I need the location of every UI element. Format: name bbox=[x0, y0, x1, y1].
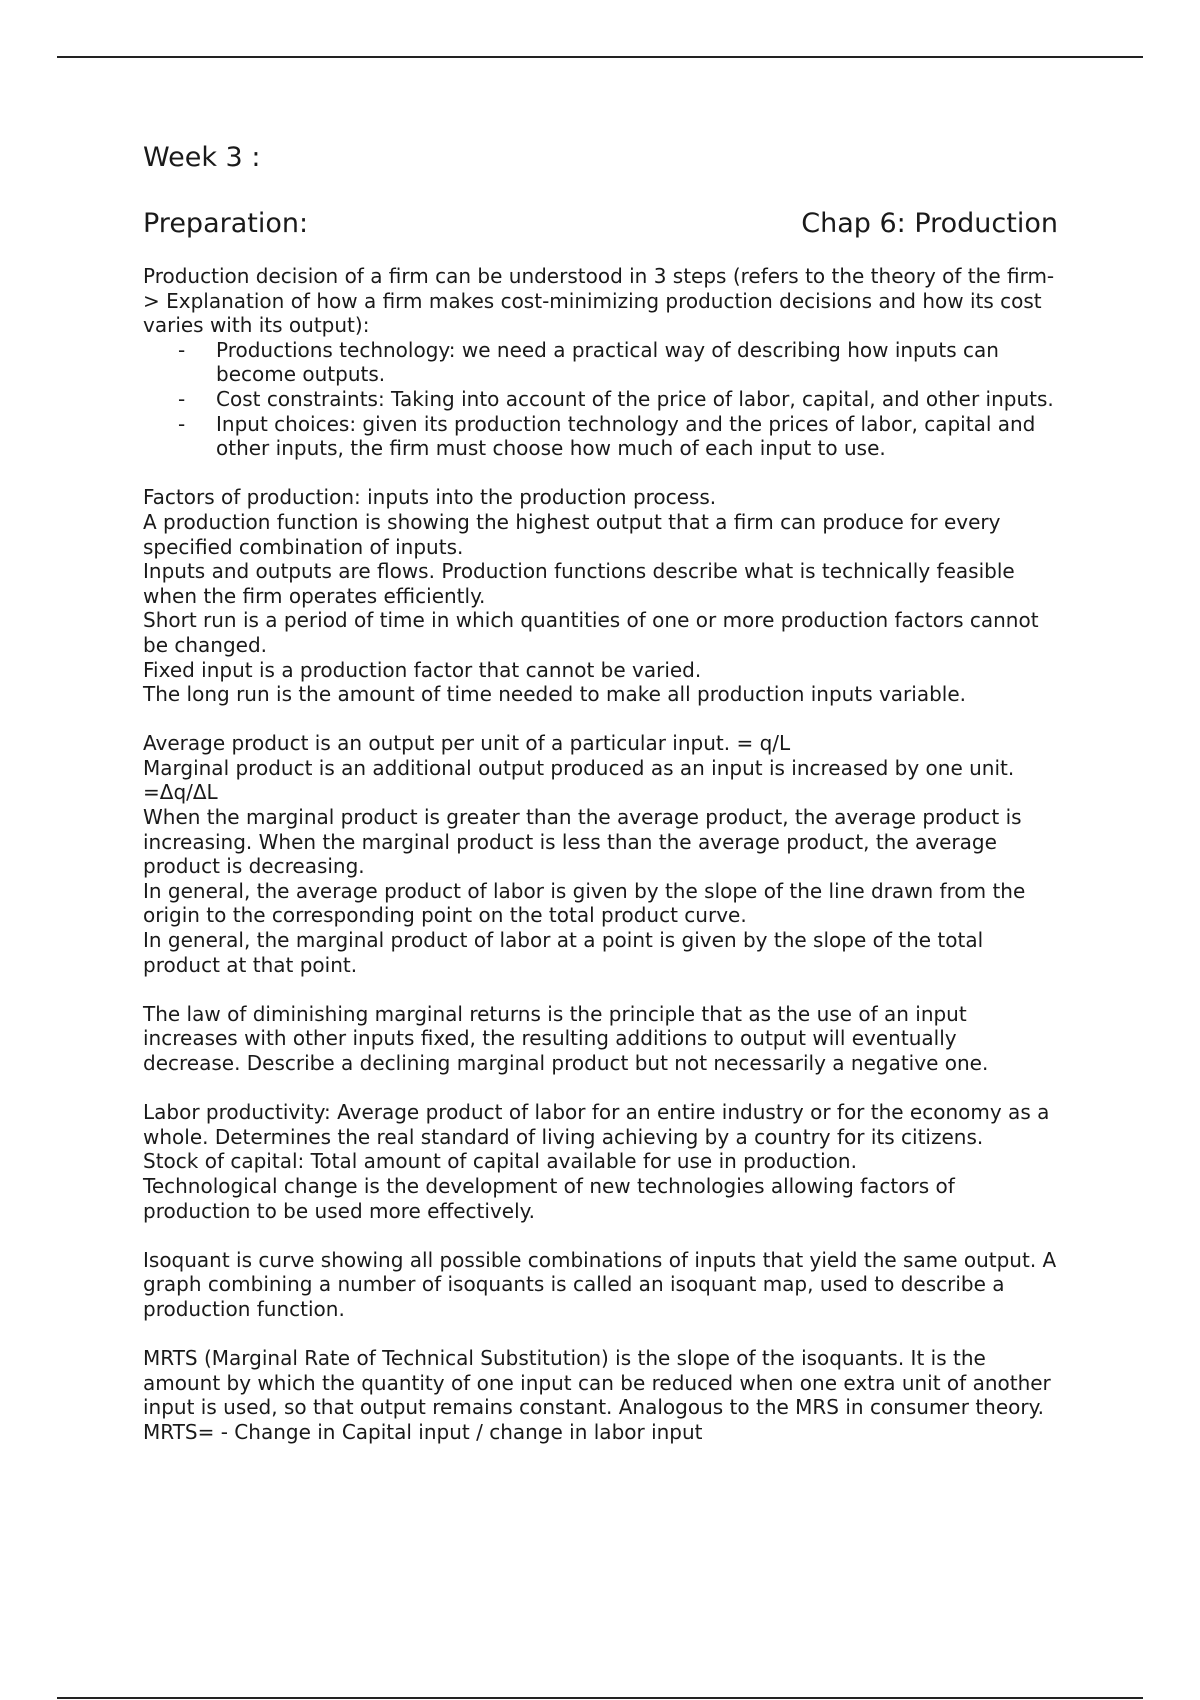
intro-paragraph: Production decision of a firm can be understood in 3 steps (refers to the theory of the firm-> Explanation of how a firm makes cost-minimizing production decisions and how its cost varies with its output): bbox=[143, 264, 1055, 338]
page-bottom-rule bbox=[57, 1697, 1143, 1699]
paragraph: Stock of capital: Total amount of capital available for use in production. bbox=[143, 1149, 857, 1174]
document-body bbox=[143, 140, 1058, 1445]
paragraph: In general, the marginal product of labor at a point is given by the slope of the total product at that point. bbox=[143, 928, 984, 977]
preparation-label: Preparation: bbox=[143, 208, 309, 239]
paragraph: Average product is an output per unit of a particular input. = q/L bbox=[143, 731, 791, 756]
paragraph: MRTS (Marginal Rate of Technical Substitution) is the slope of the isoquants. It is the amount by which the quantity of one input can be reduced when one extra unit of another input is used, so that output remains constant. Analogous to the MRS in consumer theory. bbox=[143, 1346, 1051, 1420]
list-item: - Input choices: given its production technology and the prices of labor, capital and other inputs, the firm must choose how much of each input to use. bbox=[178, 411, 1036, 461]
paragraph: In general, the average product of labor is given by the slope of the line drawn from the origin to the corresponding point on the total product curve. bbox=[143, 878, 1026, 928]
paragraph: Fixed input is a production factor that cannot be varied. bbox=[143, 657, 702, 682]
bullet-dash: - bbox=[178, 337, 186, 362]
production-steps-list bbox=[143, 338, 1058, 461]
notes-text bbox=[143, 264, 1058, 1445]
paragraph: Factors of production: inputs into the production process. bbox=[143, 485, 717, 510]
heading-row bbox=[143, 206, 1058, 242]
page-top-rule bbox=[57, 56, 1143, 58]
bullet-dash: - bbox=[178, 386, 186, 411]
bullet-dash: - bbox=[178, 411, 186, 436]
paragraph: Short run is a period of time in which quantities of one or more production factors cannot be changed. bbox=[143, 608, 1039, 657]
list-item: - Productions technology: we need a practical way of describing how inputs can become outputs. bbox=[178, 337, 999, 387]
paragraph: A production function is showing the highest output that a firm can produce for every specified combination of inputs. bbox=[143, 509, 1001, 559]
paragraph: Technological change is the development of new technologies allowing factors of production to be used more effectively. bbox=[143, 1173, 955, 1223]
paragraph: Inputs and outputs are flows. Production functions describe what is technically feasible when the firm operates efficiently. bbox=[143, 559, 1015, 608]
chapter-title: Chap 6: Production bbox=[801, 208, 1058, 239]
paragraph: The law of diminishing marginal returns is the principle that as the use of an input increases with other inputs fixed, the resulting additions to output will eventually decrease. Describe a declining marginal product but not necessarily a negative one. bbox=[143, 1001, 989, 1075]
paragraph: Marginal product is an additional output produced as an input is increased by one unit. =Δq/ΔL bbox=[143, 755, 1015, 805]
week-title: Week 3 : bbox=[143, 142, 261, 173]
list-item: - Cost constraints: Taking into account of the price of labor, capital, and other inputs. bbox=[178, 386, 1054, 411]
paragraph: Labor productivity: Average product of labor for an entire industry or for the economy as a whole. Determines the real standard of living achieving by a country for its citizens. bbox=[143, 1100, 1050, 1149]
paragraph: MRTS= - Change in Capital input / change in labor input bbox=[143, 1419, 703, 1444]
paragraph: Isoquant is curve showing all possible combinations of inputs that yield the same output. A graph combining a number of isoquants is called an isoquant map, used to describe a production function. bbox=[143, 1247, 1057, 1321]
paragraph: When the marginal product is greater than the average product, the average product is increasing. When the marginal product is less than the average product, the average product is decreasing. bbox=[143, 805, 1022, 879]
paragraph: The long run is the amount of time needed to make all production inputs variable. bbox=[143, 682, 967, 707]
